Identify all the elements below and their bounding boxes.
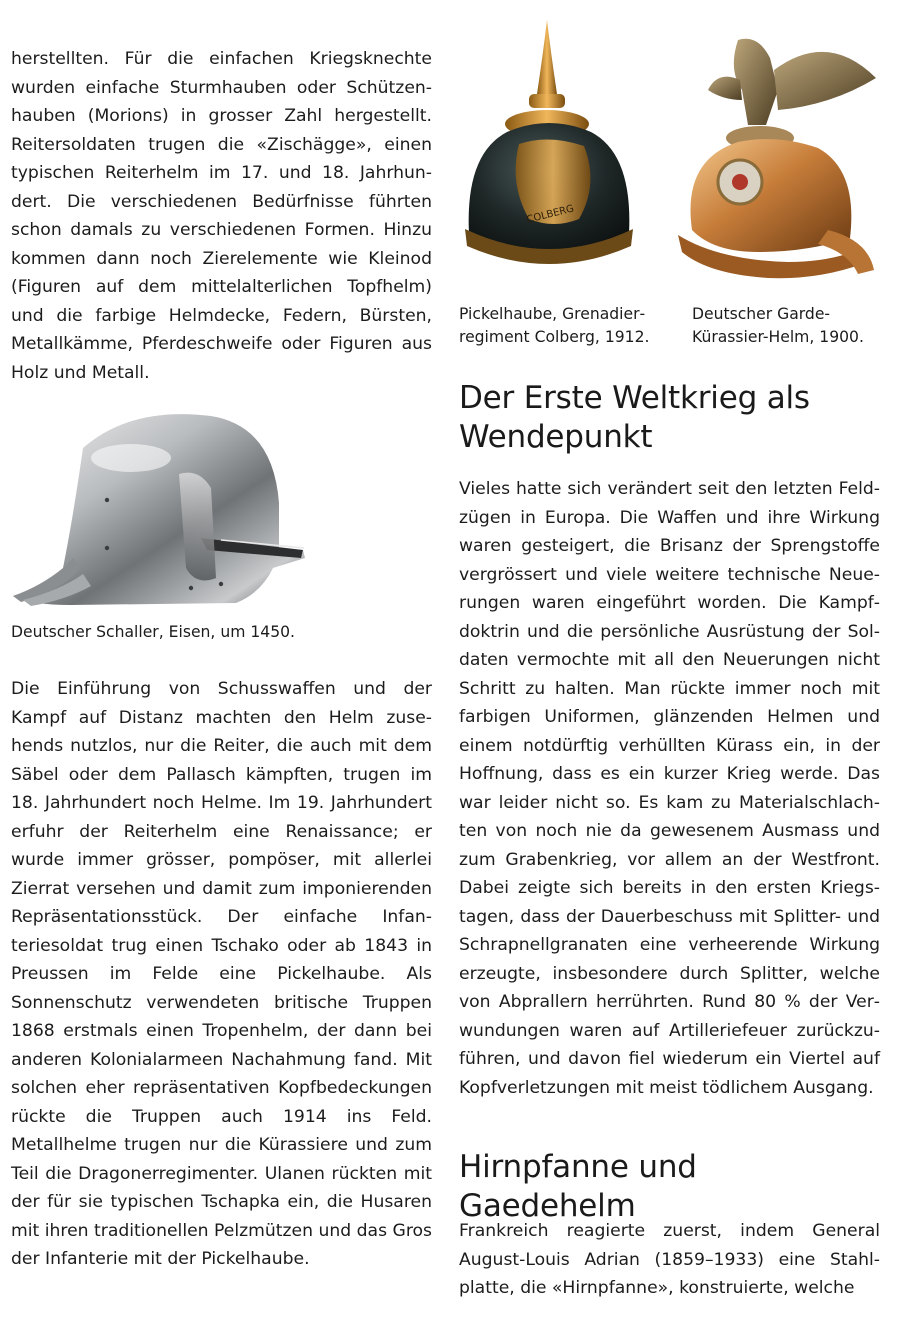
pickelhaube-image — [459, 14, 639, 286]
weltkrieg-paragraph: Vieles hatte sich verändert seit den letzten Feldzügen in Europa. Die Waffen und ihre Wirkung waren gesteigert, die Brisanz der Sprengstoffe vergrössert und viele weitere technische Neuerungen waren eingeführt worden. Die Kampfdoktrin und die persönliche Ausrüstung der Soldaten vermochte mit all den Neuerungen nicht Schritt zu halten. Man rückte immer noch mit farbigen Uniformen, glänzenden Helmen und einem notdürftig verhüllten Kürass ein, in der Hoffnung, dass es ein kurzer Krieg werde. Das war leider nicht so. Es kam zu Materialschlachten von noch nie da gewesenem Ausmass und zum Grabenkrieg, vor allem an der Westfront. Dabei zeigte sich bereits in den ersten Kriegstagen, dass der Dauerbeschuss mit Splitter- und Schrapnellgranaten eine verheerende Wirkung erzeugte, insbesondere durch Splitter, welche von Abprallern herrührten. Rund 80 % der Verwundungen waren auf Artilleriefeuer zurückzuführen, und davon fiel wiederum ein Viertel auf Kopfverletzungen mit meist tödlichem Ausgang. — [459, 479, 880, 1098]
pickelhaube-caption: Pickelhaube, Grenadierregiment Colberg, 1912. — [459, 305, 650, 346]
section-heading-block-2 — [459, 1148, 880, 1226]
right-paragraph-1-block — [459, 475, 880, 1102]
right-paragraph-2-block — [459, 1217, 880, 1303]
schaller-caption-block — [11, 621, 432, 644]
hirnpfanne-paragraph: Frankreich reagierte zuerst, indem General August-Louis Adrian (1859–1933) eine Stahlplatte, die «Hirnpfanne», konstruierte, welche — [459, 1221, 880, 1298]
garde-kuerassier-helmet-image — [678, 30, 883, 285]
left-intro-paragraph-block — [11, 45, 432, 387]
section-heading-hirnpfanne: Hirnpfanne und Gaedehelm — [459, 1149, 697, 1224]
intro-paragraph: herstellten. Für die einfachen Kriegsknechte wurden einfache Sturmhauben oder Schützenhauben (Morions) in grosser Zahl hergestellt. Reitersoldaten trugen die «Zischägge», einen typischen Reiterhelm im 17. und 18. Jahrhundert. Die verschiedenen Bedürfnisse führten schon damals zu verschiedenen Formen. Hinzu kommen dann noch Zierelemente wie Kleinod (Figuren auf dem mittelalterlichen Topfhelm) und die farbige Helmdecke, Federn, Bürsten, Metallkämme, Pferdeschweife oder Figuren aus Holz und Metall. — [11, 49, 432, 383]
left-main-paragraph-block — [11, 675, 432, 1274]
section-heading-weltkrieg: Der Erste Weltkrieg als Wendepunkt — [459, 380, 810, 455]
schaller-caption: Deutscher Schaller, Eisen, um 1450. — [11, 623, 296, 641]
schaller-helmet-image — [11, 408, 311, 613]
pickelhaube-plate-text: COLBERG — [525, 203, 576, 226]
pickelhaube-caption-block — [459, 303, 669, 349]
main-paragraph: Die Einführung von Schusswaffen und der Kampf auf Distanz machten den Helm zusehends nutzlos, nur die Reiter, die auch mit dem Säbel oder dem Pallasch kämpften, trugen im 18. Jahrhundert noch Helme. Im 19. Jahrhundert erfuhr der Reiterhelm eine Renaissance; er wurde immer grösser, pompöser, mit allerlei Zierrat versehen und damit zum imponierenden Repräsentationsstück. Der einfache Infanteriesoldat trug einen Tschako oder ab 1843 in Preussen im Felde eine Pickelhaube. Als Sonnenschutz verwendeten britische Truppen 1868 erstmals einen Tropenhelm, der dann bei anderen Kolonialarmeen Nachahmung fand. Mit solchen eher repräsentativen Kopfbedeckungen rückte die Truppen auch 1914 ins Feld. Metallhelme trugen nur die Kürassiere und zum Teil die Dragonerregimenter. Ulanen rückten mit der für sie typischen Tschapka ein, die Husaren mit ihren traditionellen Pelzmützen und das Gros der Infanterie mit der Pickelhaube. — [11, 679, 432, 1269]
garde-caption-block — [692, 303, 892, 349]
section-heading-block-1 — [459, 379, 880, 457]
garde-caption: Deutscher Garde-Kürassier-Helm, 1900. — [692, 305, 864, 346]
